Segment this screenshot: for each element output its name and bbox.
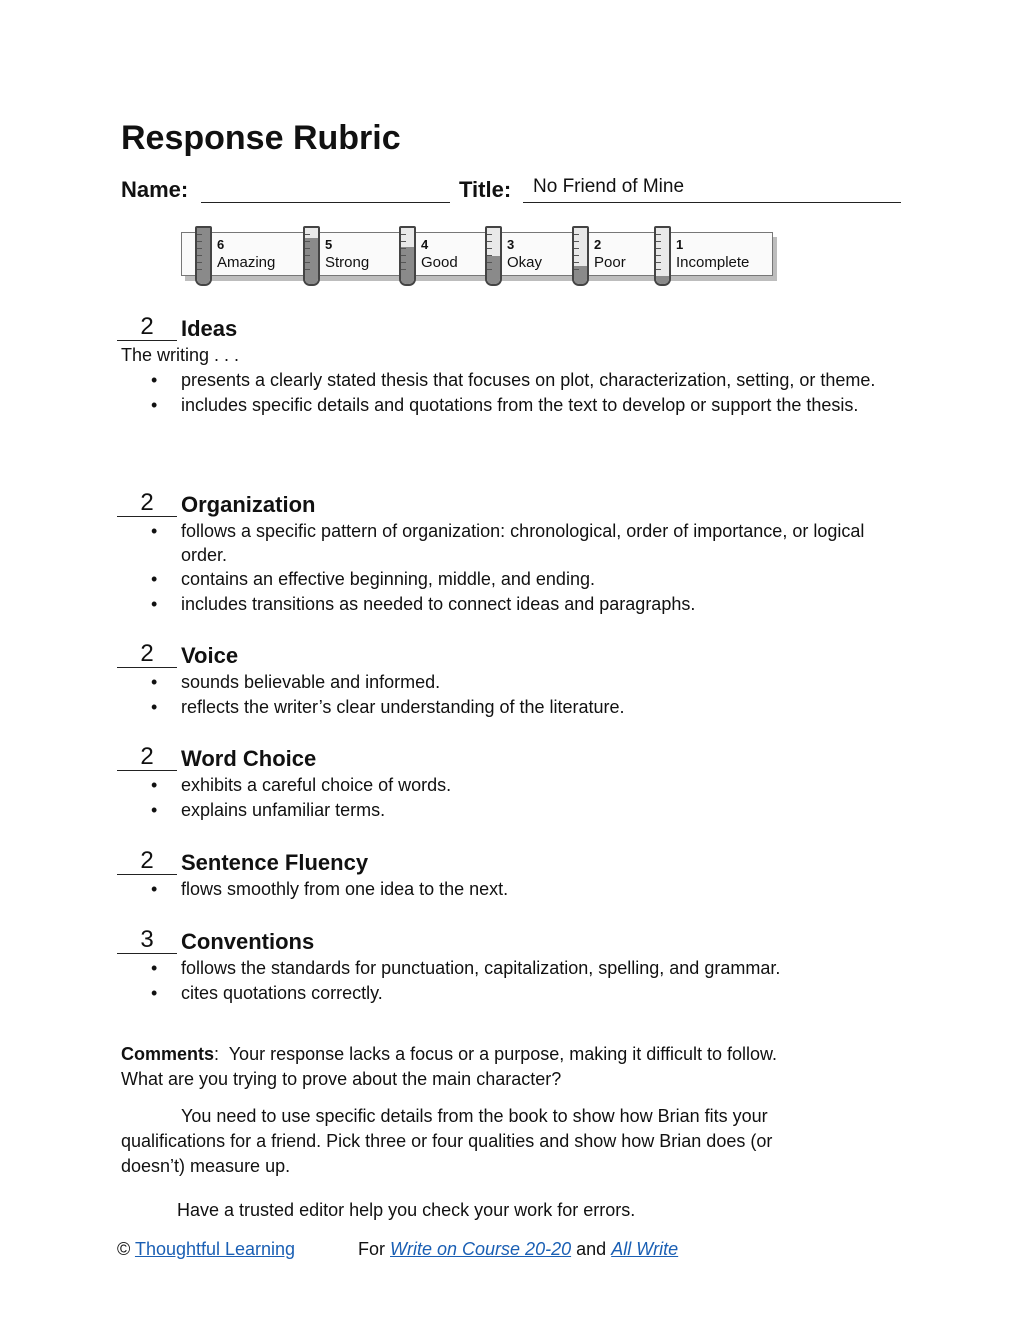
and-text: and — [576, 1239, 607, 1259]
rating-number: 3 — [507, 237, 515, 252]
title-value: No Friend of Mine — [533, 176, 685, 197]
rating-label: Amazing — [217, 254, 276, 271]
rating-label: Good — [421, 254, 458, 271]
section-heading: Voice — [181, 643, 239, 668]
criteria-list — [151, 369, 891, 418]
criteria-list — [151, 878, 891, 903]
section-heading: Organization — [181, 492, 316, 517]
test-tube-icon — [303, 226, 320, 286]
rating-scale — [181, 232, 777, 278]
score-field[interactable]: 3 — [117, 927, 177, 954]
comments-paragraph-1: Comments: Your response lacks a focus or a purpose, making it difficult to follow. What are you trying to prove about the main character? — [121, 1044, 777, 1089]
book-link-all-write[interactable]: All Write — [611, 1239, 679, 1259]
criteria-item: • reflects the writer’s clear understanding of the literature. — [151, 696, 891, 720]
rating-label: Okay — [507, 254, 543, 271]
criteria-item: • contains an effective beginning, middle, and ending. — [151, 568, 891, 592]
test-tube-icon — [485, 226, 502, 286]
test-tube-icon — [399, 226, 416, 286]
comments-block — [121, 1042, 821, 1179]
rating-number: 2 — [594, 237, 602, 252]
rating-level-1 — [654, 232, 764, 274]
test-tube-icon — [572, 226, 589, 286]
rating-label: Incomplete — [676, 254, 750, 271]
title-field[interactable] — [523, 176, 901, 203]
criteria-item: • includes transitions as needed to connect ideas and paragraphs. — [151, 593, 891, 617]
title-label: Title: — [459, 177, 512, 202]
criteria-list — [151, 774, 891, 823]
rating-number: 1 — [676, 237, 684, 252]
comments-paragraph-3: Have a trusted editor help you check your work for errors. — [177, 1200, 636, 1220]
rating-number: 4 — [421, 237, 429, 252]
rating-label: Poor — [594, 254, 626, 271]
test-tube-icon — [195, 226, 212, 286]
section-intro: The writing . . . — [121, 345, 240, 365]
name-label: Name: — [121, 177, 189, 202]
criteria-item: • sounds believable and informed. — [151, 671, 891, 695]
criteria-list — [151, 671, 891, 720]
for-text: For — [358, 1239, 385, 1259]
section-heading: Conventions — [181, 929, 315, 954]
footer — [117, 1239, 295, 1260]
footer-books — [358, 1239, 678, 1260]
rating-level-5 — [303, 232, 413, 274]
comments-text-1: Your response lacks a focus or a purpose, making it difficult to follow. What are you trying to prove about the main character? — [121, 1044, 777, 1089]
section-heading: Sentence Fluency — [181, 850, 369, 875]
score-field[interactable]: 2 — [117, 848, 177, 875]
criteria-item: • follows a specific pattern of organization: chronological, order of importance, or logical order. — [151, 520, 891, 567]
criteria-item: • presents a clearly stated thesis that focuses on plot, characterization, setting, or theme. — [151, 369, 891, 393]
rating-number: 6 — [217, 237, 225, 252]
criteria-list — [151, 520, 891, 617]
page-title: Response Rubric — [121, 119, 401, 157]
rating-label: Strong — [325, 254, 370, 271]
score-field[interactable]: 2 — [117, 641, 177, 668]
test-tube-icon — [654, 226, 671, 286]
criteria-item: • follows the standards for punctuation, capitalization, spelling, and grammar. — [151, 957, 891, 981]
criteria-item: • flows smoothly from one idea to the next. — [151, 878, 891, 902]
book-link-write-on-course[interactable]: Write on Course 20-20 — [390, 1239, 572, 1259]
publisher-link[interactable]: Thoughtful Learning — [134, 1239, 296, 1259]
score-field[interactable]: 2 — [117, 744, 177, 771]
score-field[interactable]: 2 — [117, 314, 177, 341]
rating-number: 5 — [325, 237, 333, 252]
comments-paragraph-2: You need to use specific details from the book to show how Brian fits your qualifications for a friend. Pick three or four qualities and show how Brian does (or doesn’t) measure up. — [121, 1106, 773, 1176]
score-field[interactable]: 2 — [117, 490, 177, 517]
criteria-item: • explains unfamiliar terms. — [151, 799, 891, 823]
criteria-item: • exhibits a careful choice of words. — [151, 774, 891, 798]
copyright-symbol: © — [117, 1239, 131, 1259]
rating-level-6 — [195, 232, 305, 274]
criteria-list — [151, 957, 891, 1006]
comments-label: Comments — [121, 1044, 215, 1064]
section-heading: Word Choice — [181, 746, 317, 771]
section-heading: Ideas — [181, 316, 238, 341]
criteria-item: • includes specific details and quotations from the text to develop or support the thesis. — [151, 394, 891, 418]
name-field[interactable] — [201, 201, 450, 203]
criteria-item: • cites quotations correctly. — [151, 982, 891, 1006]
